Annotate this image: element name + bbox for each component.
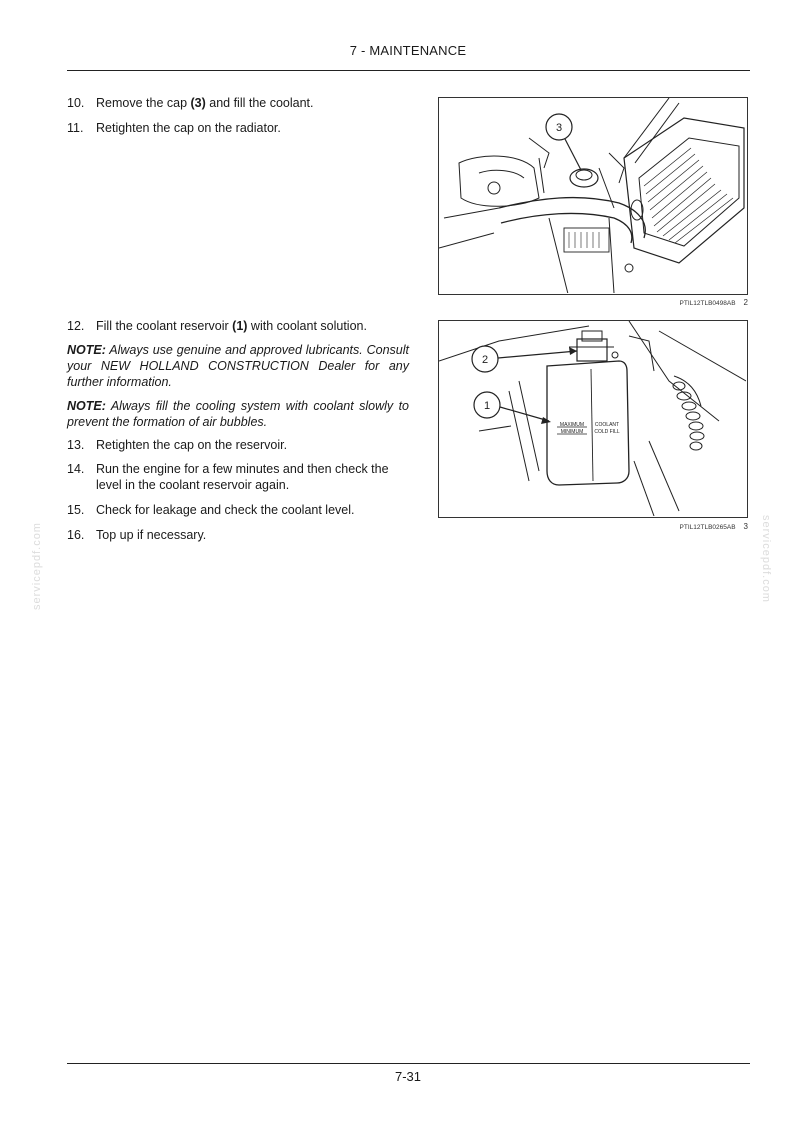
tank-label-maximum: MAXIMUM — [559, 422, 585, 428]
callout-3: 3 — [555, 122, 563, 134]
step-text: Run the engine for a few minutes and then check the level in the coolant reservoir again. — [96, 462, 389, 492]
step-number: 11. — [67, 121, 84, 135]
figure-coolant-reservoir — [438, 320, 748, 518]
callout-2: 2 — [481, 354, 489, 366]
note-fill-slowly: NOTE: Always fill the cooling system with coolant slowly to prevent the formation of air bubbles. — [67, 399, 409, 429]
step-text: Check for leakage and check the coolant level. — [96, 503, 355, 517]
step-text: Retighten the cap on the reservoir. — [96, 438, 288, 452]
figure-code: PTIL12TLB0498AB — [679, 300, 736, 307]
footer-rule — [67, 1063, 750, 1064]
step-text: Retighten the cap on the radiator. — [96, 121, 281, 135]
figure-2-caption — [438, 298, 748, 307]
step-text: Fill the coolant reservoir (1) with coolant solution. — [96, 319, 367, 333]
watermark-right: servicepdf.com — [760, 515, 772, 603]
step-number: 15. — [67, 503, 85, 517]
step-text: Remove the cap (3) and fill the coolant. — [96, 96, 314, 110]
step-number: 14. — [67, 462, 85, 476]
page-number: 7-31 — [394, 1069, 422, 1084]
page-header-title: 7 - MAINTENANCE — [349, 43, 467, 58]
callout-1: 1 — [483, 400, 491, 412]
step-number: 10. — [67, 96, 85, 110]
note-genuine-lubricants: NOTE: Always use genuine and approved lubricants. Consult your NEW HOLLAND CONSTRUCTION Dealer for any further information. — [67, 343, 409, 389]
step-text: Top up if necessary. — [96, 528, 207, 542]
figure-3-caption — [438, 522, 748, 531]
tank-label-cold-fill: COLD FILL — [594, 429, 620, 435]
figure-code: PTIL12TLB0265AB — [679, 524, 736, 531]
watermark-left: servicepdf.com — [31, 522, 43, 610]
tank-label-minimum: MINIMUM — [560, 429, 584, 435]
tank-label-coolant: COOLANT — [594, 422, 620, 428]
figure-number: 2 — [743, 298, 748, 307]
figure-radiator-cap — [438, 97, 748, 295]
header-rule — [67, 70, 750, 71]
figure-number: 3 — [743, 522, 748, 531]
step-number: 13. — [67, 438, 85, 452]
step-number: 16. — [67, 528, 85, 542]
step-number: 12. — [67, 319, 85, 333]
